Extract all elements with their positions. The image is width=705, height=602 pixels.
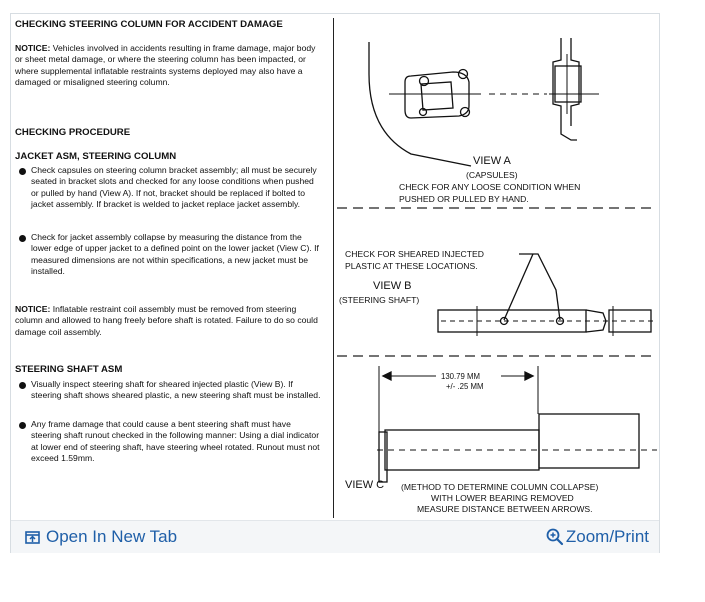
document-title: CHECKING STEERING COLUMN FOR ACCIDENT DAMAGE xyxy=(15,19,283,30)
document-image xyxy=(11,14,659,520)
shaft-bullet-2: Any frame damage that could cause a bent steering shaft must have steering shaft runout checked in the following manner: Using a dial indicator at lower end of steering shaft, have steering wheel rotated. Runout must not exceed 1.59mm. xyxy=(31,419,320,463)
jacket-bullet-1: Check capsules on steering column bracket assembly; all must be securely seated in bracket slots and checked for any loose conditions when pushed or pulled by hand (View A). If not, bracket should be replaced if bolted to jacket assembly. If bracket is welded to jacket replace jacket assembly. xyxy=(31,165,317,209)
view-c-caption-2: WITH LOWER BEARING REMOVED xyxy=(431,493,574,503)
shaft-bullet-1: Visually inspect steering shaft for sheared injected plastic (View B). If steering shaft shows sheared plastic, a new steering shaft must be installed. xyxy=(31,379,321,401)
zoom-print-link[interactable] xyxy=(546,527,649,547)
open-tab-icon xyxy=(25,530,40,544)
notice-text: Inflatable restraint coil assembly must be removed from steering column and allowed to hang freely before shaft is rotated. Failure to do so could damage coil assembly. xyxy=(15,304,318,337)
view-b-note-1: CHECK FOR SHEARED INJECTED xyxy=(345,249,484,259)
view-c-title: VIEW C xyxy=(345,479,385,491)
view-a-subtitle: (CAPSULES) xyxy=(466,170,518,180)
viewer-footer xyxy=(11,520,659,553)
open-new-tab-label: Open In New Tab xyxy=(46,527,178,546)
view-c-drawing xyxy=(377,366,657,482)
jacket-bullet-2: Check for jacket assembly collapse by measuring the distance from the lower edge of upper jacket to a defined point on the lower jacket (View C). If measured dimensions are not within specifications, a new jacket must be installed. xyxy=(31,232,319,276)
view-c-caption-1: (METHOD TO DETERMINE COLUMN COLLAPSE) xyxy=(401,482,599,492)
notice-text: Vehicles involved in accidents resulting in frame damage, major body or sheet metal damage, or where the steering column has been impacted, or where supplemental inflatable restraints systems deployed may also have a damaged or misaligned steering column. xyxy=(15,43,316,87)
document-viewer xyxy=(10,13,660,553)
view-c-dimension-2: +/- .25 MM xyxy=(446,382,484,391)
diagram-canvas xyxy=(11,14,659,520)
notice-label: NOTICE: xyxy=(15,304,51,314)
zoom-print-label: Zoom/Print xyxy=(565,527,649,546)
view-b-subtitle: (STEERING SHAFT) xyxy=(339,295,420,305)
open-new-tab-link[interactable] xyxy=(25,527,177,547)
view-a-drawing xyxy=(369,38,599,166)
view-a-title: VIEW A xyxy=(473,155,511,167)
view-a-caption-2: PUSHED OR PULLED BY HAND. xyxy=(399,194,529,204)
view-b-title: VIEW B xyxy=(373,280,412,292)
notice-label: NOTICE: xyxy=(15,43,51,53)
view-c-caption-3: MEASURE DISTANCE BETWEEN ARROWS. xyxy=(417,504,593,514)
view-b-note-2: PLASTIC AT THESE LOCATIONS. xyxy=(345,261,478,271)
jacket-heading: JACKET ASM, STEERING COLUMN xyxy=(15,151,177,162)
zoom-icon xyxy=(546,528,564,546)
procedure-heading: CHECKING PROCEDURE xyxy=(15,127,131,138)
shaft-heading: STEERING SHAFT ASM xyxy=(15,364,123,375)
view-a-caption-1: CHECK FOR ANY LOOSE CONDITION WHEN xyxy=(399,182,581,192)
view-c-dimension-1: 130.79 MM xyxy=(441,372,481,381)
